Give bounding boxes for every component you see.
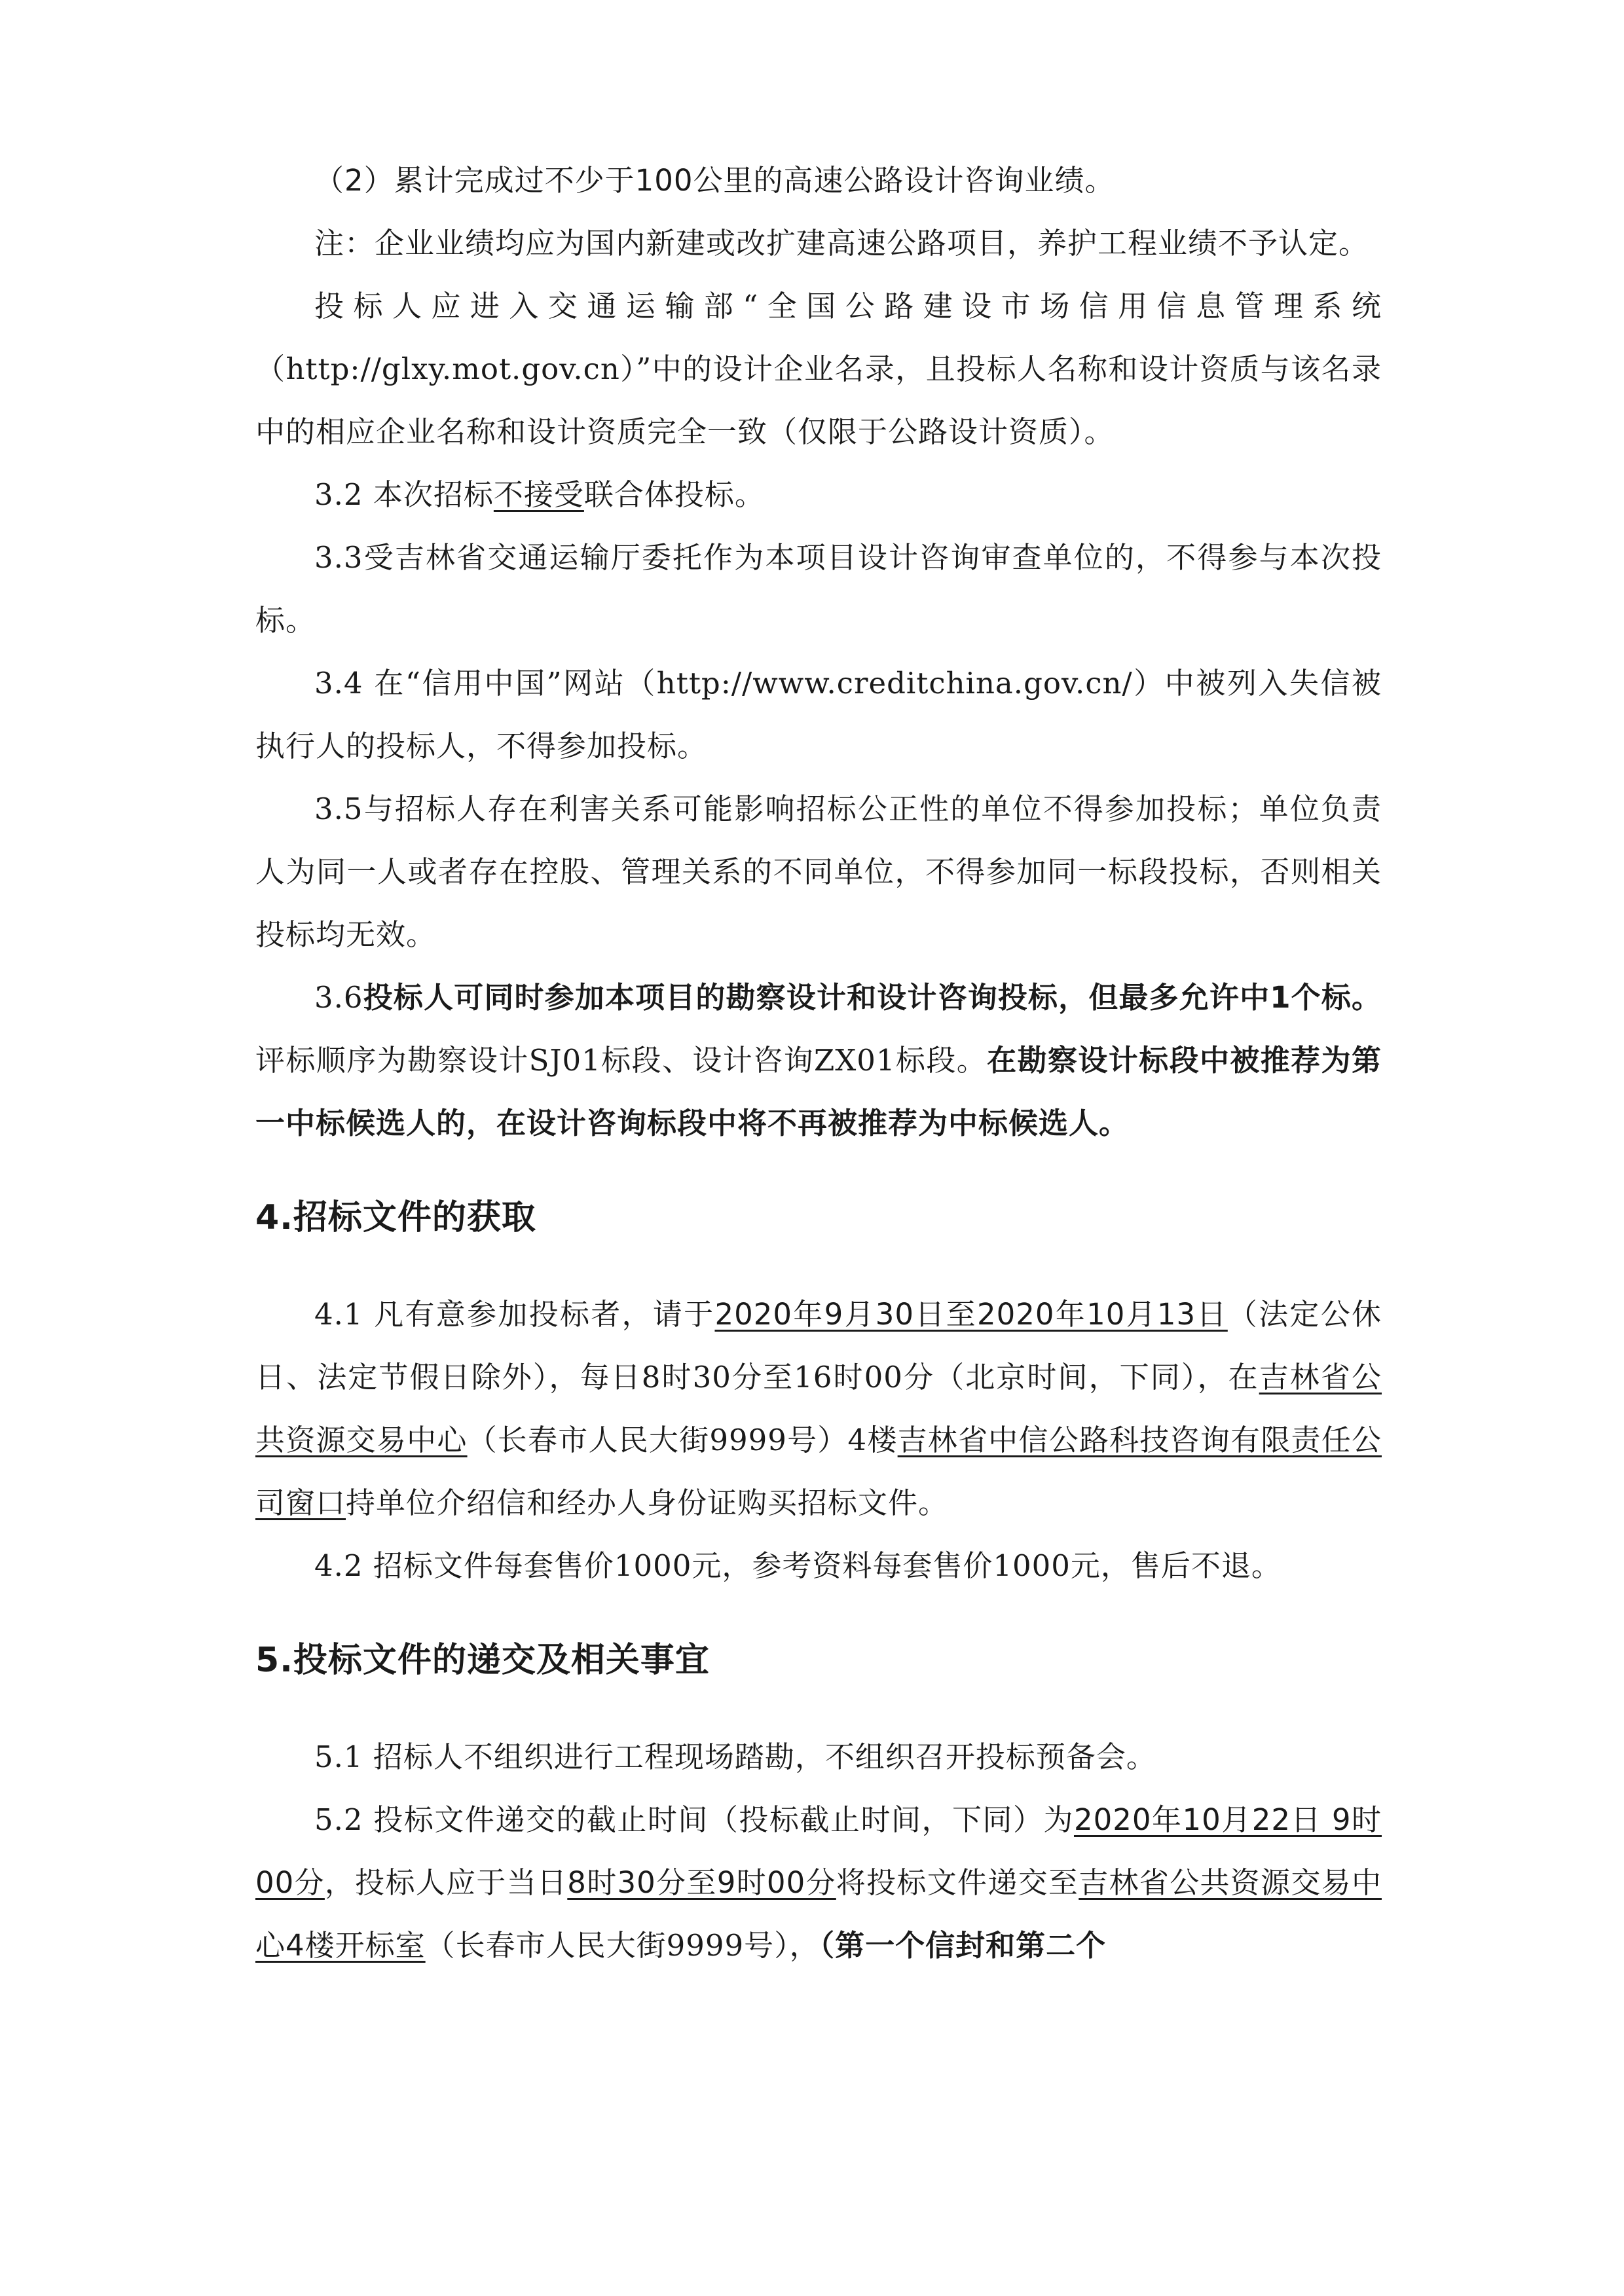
text: 将投标文件递交至 bbox=[836, 1865, 1079, 1900]
underlined-text: 2020年9月30日至2020年10月13日 bbox=[714, 1297, 1228, 1332]
text: 3.3受吉林省交通运输厅委托作为本项目设计咨询审查单位的，不得参与本次投标。 bbox=[255, 540, 1382, 638]
paragraph-4-2 bbox=[255, 1535, 1382, 1597]
section-heading-5: 5.投标文件的递交及相关事宜 bbox=[255, 1641, 710, 1680]
section-heading-4: 4.招标文件的获取 bbox=[255, 1198, 536, 1237]
text: （长春市人民大街9999号）4楼 bbox=[467, 1423, 898, 1457]
paragraph-3-2 bbox=[255, 464, 1382, 526]
paragraph-3-6 bbox=[255, 966, 1382, 1155]
text: 持单位介绍信和经办人身份证购买招标文件。 bbox=[346, 1485, 949, 1520]
text: 5.2 投标文件递交的截止时间（投标截止时间，下同）为 bbox=[314, 1802, 1074, 1837]
text: （法定公休日、法定节假日除外），每日8时30分至16时00分（北京时间，下同），在 bbox=[255, 1297, 1382, 1394]
paragraph-item-2 bbox=[255, 149, 1382, 212]
text: 3.4 在“信用中国”网站（http://www.creditchina.gov.cn/）中被列入失信被执行人的投标人，不得参加投标。 bbox=[255, 666, 1382, 763]
text: ，投标人应于当日 bbox=[324, 1865, 568, 1900]
text: 注：企业业绩均应为国内新建或改扩建高速公路项目，养护工程业绩不予认定。 bbox=[314, 226, 1369, 261]
underlined-text: 不接受 bbox=[493, 477, 584, 512]
text: 4.1 凡有意参加投标者，请于 bbox=[314, 1297, 715, 1332]
text: 3.6 bbox=[314, 980, 363, 1015]
text: 5.1 招标人不组织进行工程现场踏勘，不组织召开投标预备会。 bbox=[314, 1740, 1156, 1774]
text: 3.2 本次招标 bbox=[314, 477, 494, 512]
paragraph-4-1 bbox=[255, 1283, 1382, 1535]
paragraph-3-3 bbox=[255, 526, 1382, 652]
text: （2）累计完成过不少于100公里的高速公路设计咨询业绩。 bbox=[314, 163, 1115, 198]
bold-text: 在勘察设计标段中被推荐为第一中标候选人的，在设计咨询标段中将不再被推荐为中标候选人。 bbox=[255, 1043, 1382, 1140]
text: 投标人应进入交通运输部“全国公路建设市场信用信息管理系统（http://glxy.mot.gov.cn）”中的设计企业名录，且投标人名称和设计资质与该名录中的相应企业名称和设计资质完全一致（仅限于公路设计资质）。 bbox=[255, 289, 1382, 449]
underlined-text: 吉林省公共资源交易中心 bbox=[255, 1360, 1382, 1457]
text: 评标顺序为勘察设计SJ01标段、设计咨询ZX01标段。 bbox=[255, 1043, 987, 1078]
underlined-text: 2020年10月22日 9时00分 bbox=[255, 1802, 1382, 1900]
bold-text: （第一个信封和第二个 bbox=[819, 1928, 1107, 1963]
paragraph-5-2 bbox=[255, 1789, 1382, 1977]
paragraph-note bbox=[255, 212, 1382, 275]
underlined-text: 8时30分至9时00分 bbox=[567, 1865, 836, 1900]
text: 联合体投标。 bbox=[583, 477, 765, 512]
underlined-text: 吉林省公共资源交易中心4楼开标室 bbox=[255, 1865, 1382, 1963]
document-page bbox=[255, 149, 1382, 1977]
text: 4.2 招标文件每套售价1000元，参考资料每套售价1000元，售后不退。 bbox=[314, 1548, 1282, 1583]
text: 3.5与招标人存在利害关系可能影响招标公正性的单位不得参加投标；单位负责人为同一人或者存在控股、管理关系的不同单位，不得参加同一标段投标，否则相关投标均无效。 bbox=[255, 792, 1382, 952]
bold-text: 投标人可同时参加本项目的勘察设计和设计咨询投标，但最多允许中1个标。 bbox=[363, 980, 1382, 1015]
paragraph-5-1 bbox=[255, 1726, 1382, 1789]
underlined-text: 吉林省中信公路科技咨询有限责任公司窗口 bbox=[255, 1423, 1382, 1520]
paragraph-3-5 bbox=[255, 778, 1382, 966]
paragraph-3-4 bbox=[255, 652, 1382, 778]
paragraph-credit-system bbox=[255, 275, 1382, 464]
text: （长春市人民大街9999号）， bbox=[425, 1928, 820, 1963]
